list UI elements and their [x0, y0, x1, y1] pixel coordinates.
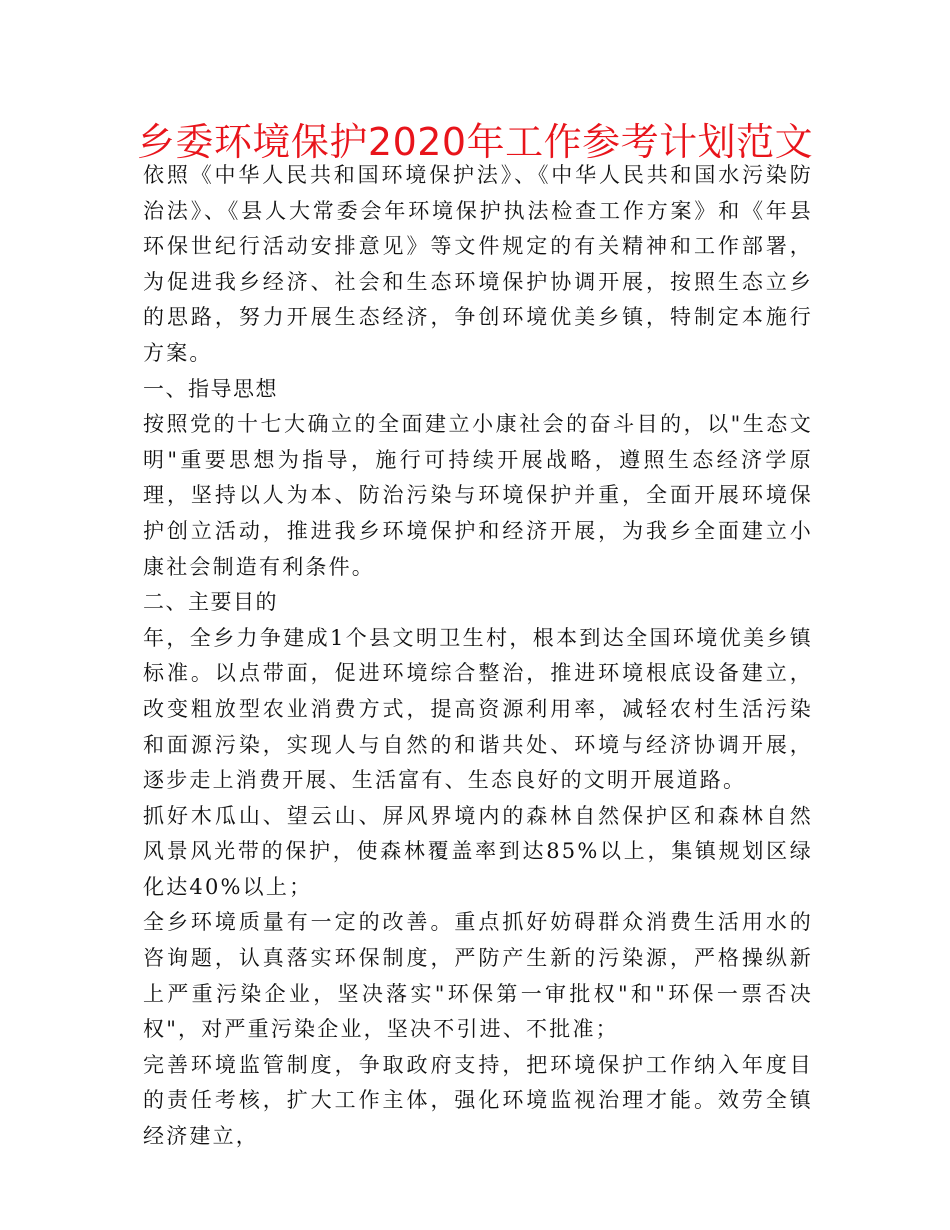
- section-heading-guiding-ideology: 一、指导思想: [143, 376, 278, 401]
- paragraph-supervision: 完善环境监管制度，争取政府支持，把环境保护工作纳入年度目的责任考核，扩大工作主体，强化环境监视治理才能。效劳全镇经济建立，: [143, 1052, 813, 1149]
- paragraph-guiding-ideology: 按照党的十七大确立的全面建立小康社会的奋斗目的，以"生态文明"重要思想为指导，施行可持续开展战略，遵照生态经济学原理，坚持以人为本、防治污染与环境保护并重，全面开展环境保护创立活动，推进我乡环境保护和经济开展，为我乡全面建立小康社会制造有利条件。: [143, 412, 813, 579]
- paragraph-intro: 依照《中华人民共和国环境保护法》、《中华人民共和国水污染防治法》、《县人大常委会年环境保护执法检查工作方案》和《年县环保世纪行活动安排意见》等文件规定的有关精神和工作部署，为促进我乡经济、社会和生态环境保护协调开展，按照生态立乡的思路，努力开展生态经济，争创环境优美乡镇，特制定本施行方案。: [143, 163, 813, 365]
- paragraph-forest-protection: 抓好木瓜山、望云山、屏风界境内的森林自然保护区和森林自然风景风光带的保护，使森林覆盖率到达85%以上，集镇规划区绿化达40%以上；: [143, 803, 813, 899]
- paragraph-main-goals: 年，全乡力争建成1个县文明卫生村，根本到达全国环境优美乡镇标准。以点带面，促进环境综合整治，推进环境根底设备建立，改变粗放型农业消费方式，提高资源利用率，减轻农村生活污染和面源污染，实现人与自然的和谐共处、环境与经济协调开展，逐步走上消费开展、生活富有、生态良好的文明开展道路。: [143, 625, 813, 793]
- paragraph-environment-quality: 全乡环境质量有一定的改善。重点抓好妨碍群众消费生活用水的咨询题，认真落实环保制度，严防产生新的污染源，严格操纵新上严重污染企业，坚决落实"环保第一审批权"和"环保一票否决权"，对严重污染企业，坚决不引进、不批准；: [143, 910, 813, 1042]
- section-heading-main-goals: 二、主要目的: [143, 590, 278, 615]
- document-body: [143, 158, 813, 1155]
- document-title: 乡委环境保护2020年工作参考计划范文: [136, 120, 814, 164]
